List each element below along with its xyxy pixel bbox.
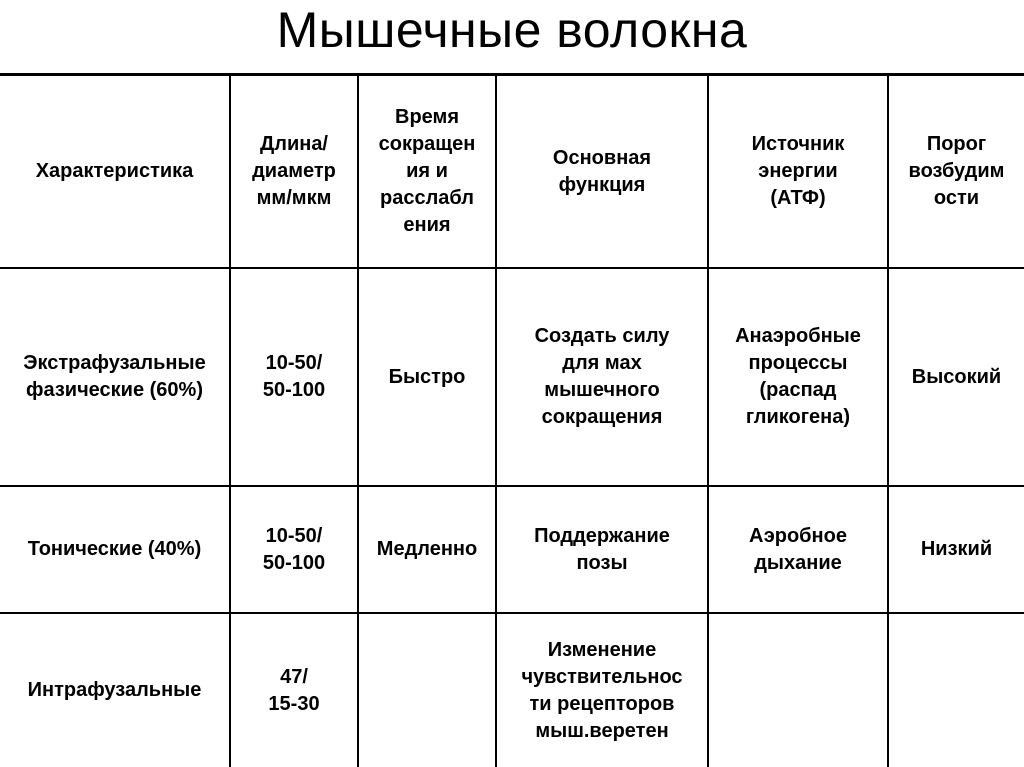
table-row-1-cell-energy: Анаэробные процессы (распад гликогена) (735, 325, 861, 428)
table-row-3-cell-time (359, 614, 495, 767)
table-row-1-cell-time: Быстро (388, 365, 466, 388)
table-row-2-cell-length: 10-50/ 50-100 (262, 524, 326, 574)
table-row-2-cell-function: Поддержание позы (534, 524, 670, 574)
table-row-3-cell-name: Интрафузальные (27, 679, 202, 701)
table-row-3-cell-length: 47/ 15-30 (268, 665, 320, 715)
page-title: Мышечные волокна (276, 2, 748, 58)
table-row-2-cell-time: Медленно (376, 538, 478, 560)
table-row-1-cell-name: Экстрафузальные фазические (60%) (23, 352, 206, 401)
table-row-1-cell-function: Создать силу для мах мышечного сокращения (534, 325, 670, 428)
header-cell-length-diameter: Длина/ диаметр мм/мкм (252, 133, 336, 209)
header-cell-excitability: Порог возбудим ости (908, 133, 1005, 209)
header-cell-energy-source: Источник энергии (АТФ) (751, 133, 845, 209)
table-row-1-cell-length: 10-50/ 50-100 (262, 352, 326, 401)
table-row-2-cell-threshold: Низкий (920, 538, 993, 560)
header-cell-contraction-time: Время сокращен ия и расслабл ения (378, 106, 476, 236)
header-cell-main-function: Основная функция (552, 146, 652, 196)
table-row-2-cell-energy: Аэробное дыхание (749, 524, 847, 574)
table-row-3-cell-threshold (889, 614, 1024, 767)
table-row-3-cell-function: Изменение чувствительнос ти рецепторов мыш.веретен (521, 638, 683, 742)
table-row-1-cell-threshold: Высокий (911, 365, 1002, 388)
table-row-3-cell-energy (709, 614, 887, 767)
table-row-2-cell-name: Тонические (40%) (27, 538, 202, 560)
header-cell-characteristic: Характеристика (35, 160, 194, 182)
